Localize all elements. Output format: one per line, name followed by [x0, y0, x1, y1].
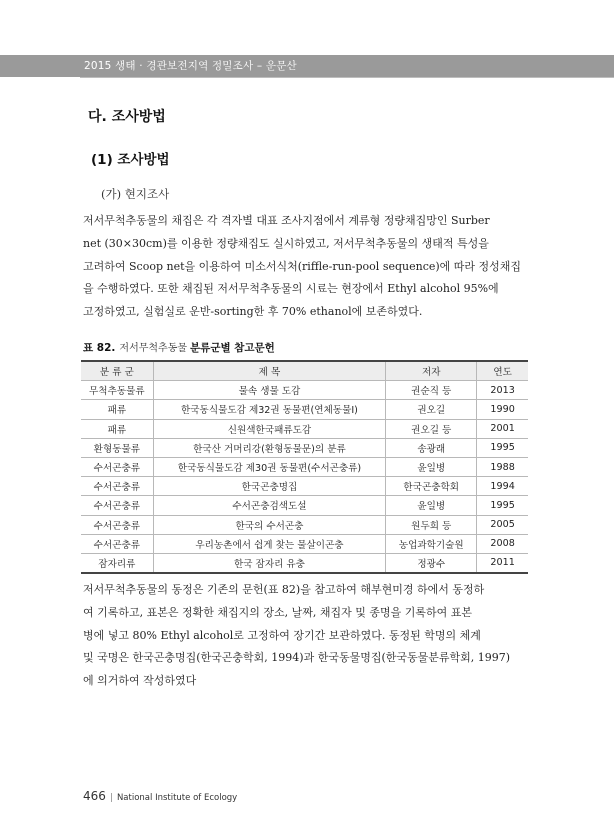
cell-year: 1995	[477, 438, 528, 457]
running-header-title: 2015 생태 · 경관보전지역 정밀조사 – 운문산	[84, 60, 297, 72]
cell-year: 2013	[477, 381, 528, 400]
table-caption-subject: 저서무척추동물	[119, 343, 188, 354]
cell-title: 물속 생물 도감	[153, 381, 386, 400]
cell-title: 한국 잠자리 유충	[153, 553, 386, 573]
cell-title: 우리농촌에서 쉽게 찾는 물살이곤충	[153, 534, 386, 553]
cell-taxon: 무척추동물류	[81, 381, 153, 400]
cell-taxon: 패류	[81, 419, 153, 438]
column-header-year: 연도	[477, 361, 528, 381]
cell-taxon: 잠자리류	[81, 553, 153, 573]
paragraph-line: 병에 넣고 80% Ethyl alcohol로 고정하여 장기간 보관하였다. 동정된 학명의 체계	[83, 628, 481, 642]
cell-title: 한국동식물도감 제32권 동물편(연체동물Ⅰ)	[153, 400, 386, 419]
identification-paragraph	[83, 579, 534, 693]
table-caption-title: 분류군별 참고문헌	[190, 342, 275, 354]
cell-author: 권오길 등	[386, 419, 477, 438]
paragraph-line: 저서무척추동물의 동정은 기존의 문헌(표 82)을 참고하여 해부현미경 하에서 동정하	[83, 583, 485, 596]
cell-author: 정광수	[386, 553, 477, 573]
cell-author: 권순직 등	[386, 381, 477, 400]
subsection-heading: (1) 조사방법	[91, 152, 170, 168]
table-header-row	[81, 361, 528, 381]
paragraph-line: 에 의거하여 작성하였다	[83, 674, 197, 688]
cell-year: 1995	[477, 496, 528, 515]
page-footer	[83, 785, 237, 804]
cell-taxon: 환형동물류	[81, 438, 153, 457]
cell-taxon: 수서곤충류	[81, 477, 153, 496]
method-paragraph	[83, 210, 534, 324]
cell-author: 농업과학기술원	[386, 534, 477, 553]
table-row	[81, 457, 528, 476]
table-row	[81, 515, 528, 534]
paragraph-line: net (30×30cm)를 이용한 정량채집도 실시하였고, 저서무척추동물의 생태적 특성을	[83, 236, 489, 250]
cell-year: 1994	[477, 477, 528, 496]
cell-taxon: 수서곤충류	[81, 515, 153, 534]
footer-separator: |	[109, 793, 113, 803]
running-header	[0, 55, 614, 77]
cell-taxon: 수서곤충류	[81, 496, 153, 515]
column-header-taxon: 분 류 군	[81, 361, 153, 381]
header-divider	[80, 77, 614, 78]
cell-year: 2008	[477, 534, 528, 553]
paragraph-line: 을 수행하였다. 또한 채집된 저서무척추동물의 시료는 현장에서 Ethyl alcohol 95%에	[83, 282, 499, 296]
cell-author: 한국곤충학회	[386, 477, 477, 496]
cell-year: 2005	[477, 515, 528, 534]
paragraph-line: 고정하였고, 실험실로 운반-sorting한 후 70% ethanol에 보존하였다.	[83, 305, 423, 319]
paragraph-line: 저서무척추동물의 채집은 각 격자별 대표 조사지점에서 계류형 정량채집망인 Surber	[83, 214, 490, 227]
column-header-author: 저자	[386, 361, 477, 381]
cell-title: 한국동식물도감 제30권 동물편(수서곤충류)	[153, 457, 386, 476]
paragraph-line: 및 국명은 한국곤충명집(한국곤충학회, 1994)과 한국동물명집(한국동물분류학회, 1997)	[83, 651, 511, 665]
subsubsection-heading: (가) 현지조사	[101, 187, 170, 201]
cell-year: 1990	[477, 400, 528, 419]
cell-taxon: 수서곤충류	[81, 457, 153, 476]
table-row	[81, 438, 528, 457]
cell-author: 권오길	[386, 400, 477, 419]
cell-author: 원두희 등	[386, 515, 477, 534]
cell-taxon: 수서곤충류	[81, 534, 153, 553]
cell-author: 윤일병	[386, 496, 477, 515]
reference-table	[81, 360, 528, 574]
cell-title: 한국곤충명집	[153, 477, 386, 496]
table-row	[81, 553, 528, 573]
table-row	[81, 496, 528, 515]
cell-year: 1988	[477, 457, 528, 476]
cell-title: 수서곤충검색도설	[153, 496, 386, 515]
table-caption	[83, 339, 275, 355]
table-row	[81, 400, 528, 419]
page-number: 466	[83, 789, 106, 803]
cell-title: 신원색한국패류도감	[153, 419, 386, 438]
cell-taxon: 패류	[81, 400, 153, 419]
table-row	[81, 477, 528, 496]
column-header-title: 제 목	[153, 361, 386, 381]
table-caption-number: 표 82.	[83, 342, 116, 354]
table-row	[81, 534, 528, 553]
paragraph-line: 여 기록하고, 표본은 정확한 채집지의 장소, 날짜, 채집자 및 종명을 기록하여 표본	[83, 605, 472, 619]
cell-title: 한국의 수서곤충	[153, 515, 386, 534]
paragraph-line: 고려하여 Scoop net을 이용하여 미소서식처(riffle-run-pool sequence)에 따라 정성채집	[83, 259, 522, 273]
cell-author: 윤일병	[386, 457, 477, 476]
cell-title: 한국산 거머리강(환형동물문)의 분류	[153, 438, 386, 457]
cell-year: 2011	[477, 553, 528, 573]
cell-author: 송광래	[386, 438, 477, 457]
section-heading: 다. 조사방법	[88, 109, 166, 125]
footer-institution: National Institute of Ecology	[116, 793, 238, 803]
table-row	[81, 381, 528, 400]
cell-year: 2001	[477, 419, 528, 438]
table-row	[81, 419, 528, 438]
